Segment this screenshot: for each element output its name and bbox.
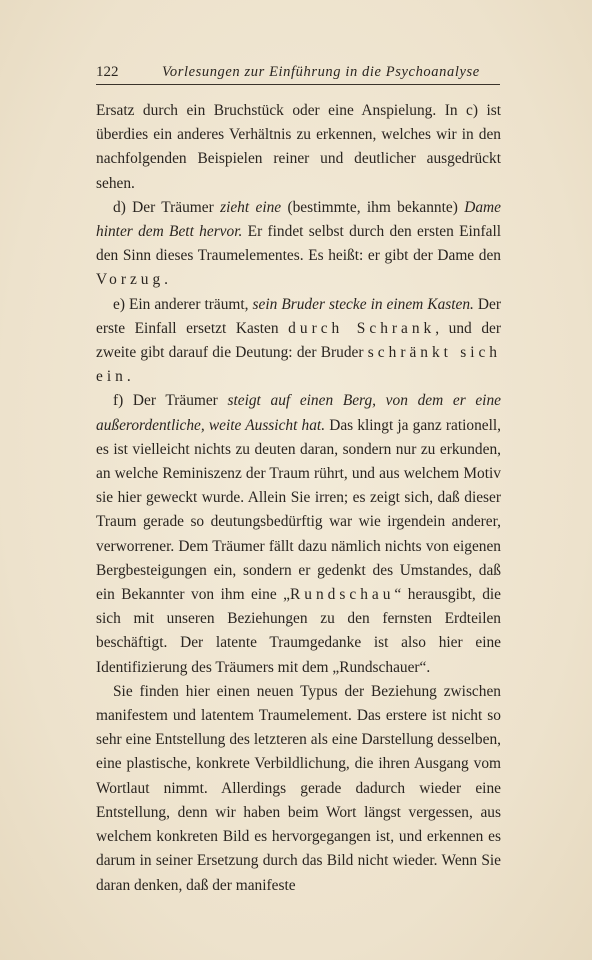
text-span: (bestimmte, ihm bekannte) bbox=[281, 198, 465, 216]
text-span: Der erste Einfall ersetzt Kasten bbox=[96, 295, 502, 337]
text-span: Das klingt ja ganz rationell, es ist vielleicht nichts zu deuten daran, sondern nur zu erkunden, an welche Reminiszenz der Traum rührt, und aus welchem Motiv sie hier geweckt wurde. Allein Sie irren; es zeigt sich, daß dieser Traum gerade so deutungsbedürftig war wie irgendein anderer, verworrener. Dem Träumer fällt dazu nämlich nichts von eigenen Bergbesteigungen ein, sondern er gedenkt des Umstandes, daß ein Bekannter von ihm eine „ bbox=[96, 416, 501, 604]
paragraph-example-e bbox=[96, 293, 501, 390]
text-span: Er findet selbst durch den ersten Einfall den Sinn dieses Traumelementes. Es heißt: er gibt der Dame den bbox=[96, 223, 501, 265]
page-header bbox=[96, 62, 500, 85]
spaced-emphasis-span: Vorzug bbox=[96, 271, 165, 289]
page-number: 122 bbox=[96, 64, 119, 80]
spaced-emphasis-span: schränkt sich ein bbox=[96, 344, 502, 386]
body-text bbox=[96, 99, 501, 898]
text-span: d) Der Träumer bbox=[113, 198, 221, 216]
text-span: Ersatz durch ein Bruchstück oder eine Anspielung. In c) ist überdies ein anderes Verhältnis zu erkennen, welches wir in den nachfolgenden Beispielen reiner und deutlicher ausgedrückt sehen. bbox=[96, 102, 501, 192]
spaced-emphasis-span: durch Schrank bbox=[288, 319, 436, 337]
paragraph-new-type bbox=[96, 680, 501, 898]
text-span: e) Ein anderer träumt, bbox=[113, 295, 253, 313]
paragraph-example-f bbox=[96, 389, 501, 679]
text-span: “ herausgibt, die sich mit unseren Beziehungen zu den fernsten Erdteilen beschäftigt. Der latente Traumgedanke ist also hier eine Identifizierung des Träumers mit dem „Rundschauer“. bbox=[96, 586, 501, 676]
text-span: f) Der Träumer bbox=[113, 392, 228, 410]
running-title: Vorlesungen zur Einführung in die Psychoanalyse bbox=[162, 64, 480, 80]
italic-span: sein Bruder stecke in einem Kasten. bbox=[252, 295, 474, 313]
text-span: Sie finden hier einen neuen Typus der Beziehung zwischen manifestem und latentem Traumelement. Das erstere ist nicht so sehr eine Entstellung des letzteren als eine Darstellung desselben, eine plastische, konkrete Verbildlichung, die ihren Ausgang vom Wortlaut nimmt. Allerdings gerade dadurch wieder eine Entstellung, denn wir haben beim Wort längst vergessen, aus welchem konkreten Bild es hervorgegangen ist, und erkennen es darum in seiner Ersetzung durch das Bild nicht wieder. Wenn Sie daran denken, daß der manifeste bbox=[96, 682, 501, 894]
text-span: . bbox=[164, 271, 169, 289]
paragraph-example-d bbox=[96, 196, 501, 293]
paragraph-continuation bbox=[96, 99, 501, 196]
spaced-emphasis-span: Rundschau bbox=[290, 586, 395, 604]
italic-span: Dame hinter dem Bett hervor. bbox=[96, 198, 501, 241]
italic-span: zieht eine bbox=[220, 198, 282, 216]
text-span: . bbox=[126, 368, 131, 386]
italic-span: steigt auf einen Berg, von dem er eine außerordentliche, weite Aussicht hat. bbox=[96, 392, 501, 434]
text-span: , und der zweite gibt darauf die Deutung: der Bruder bbox=[96, 319, 501, 362]
